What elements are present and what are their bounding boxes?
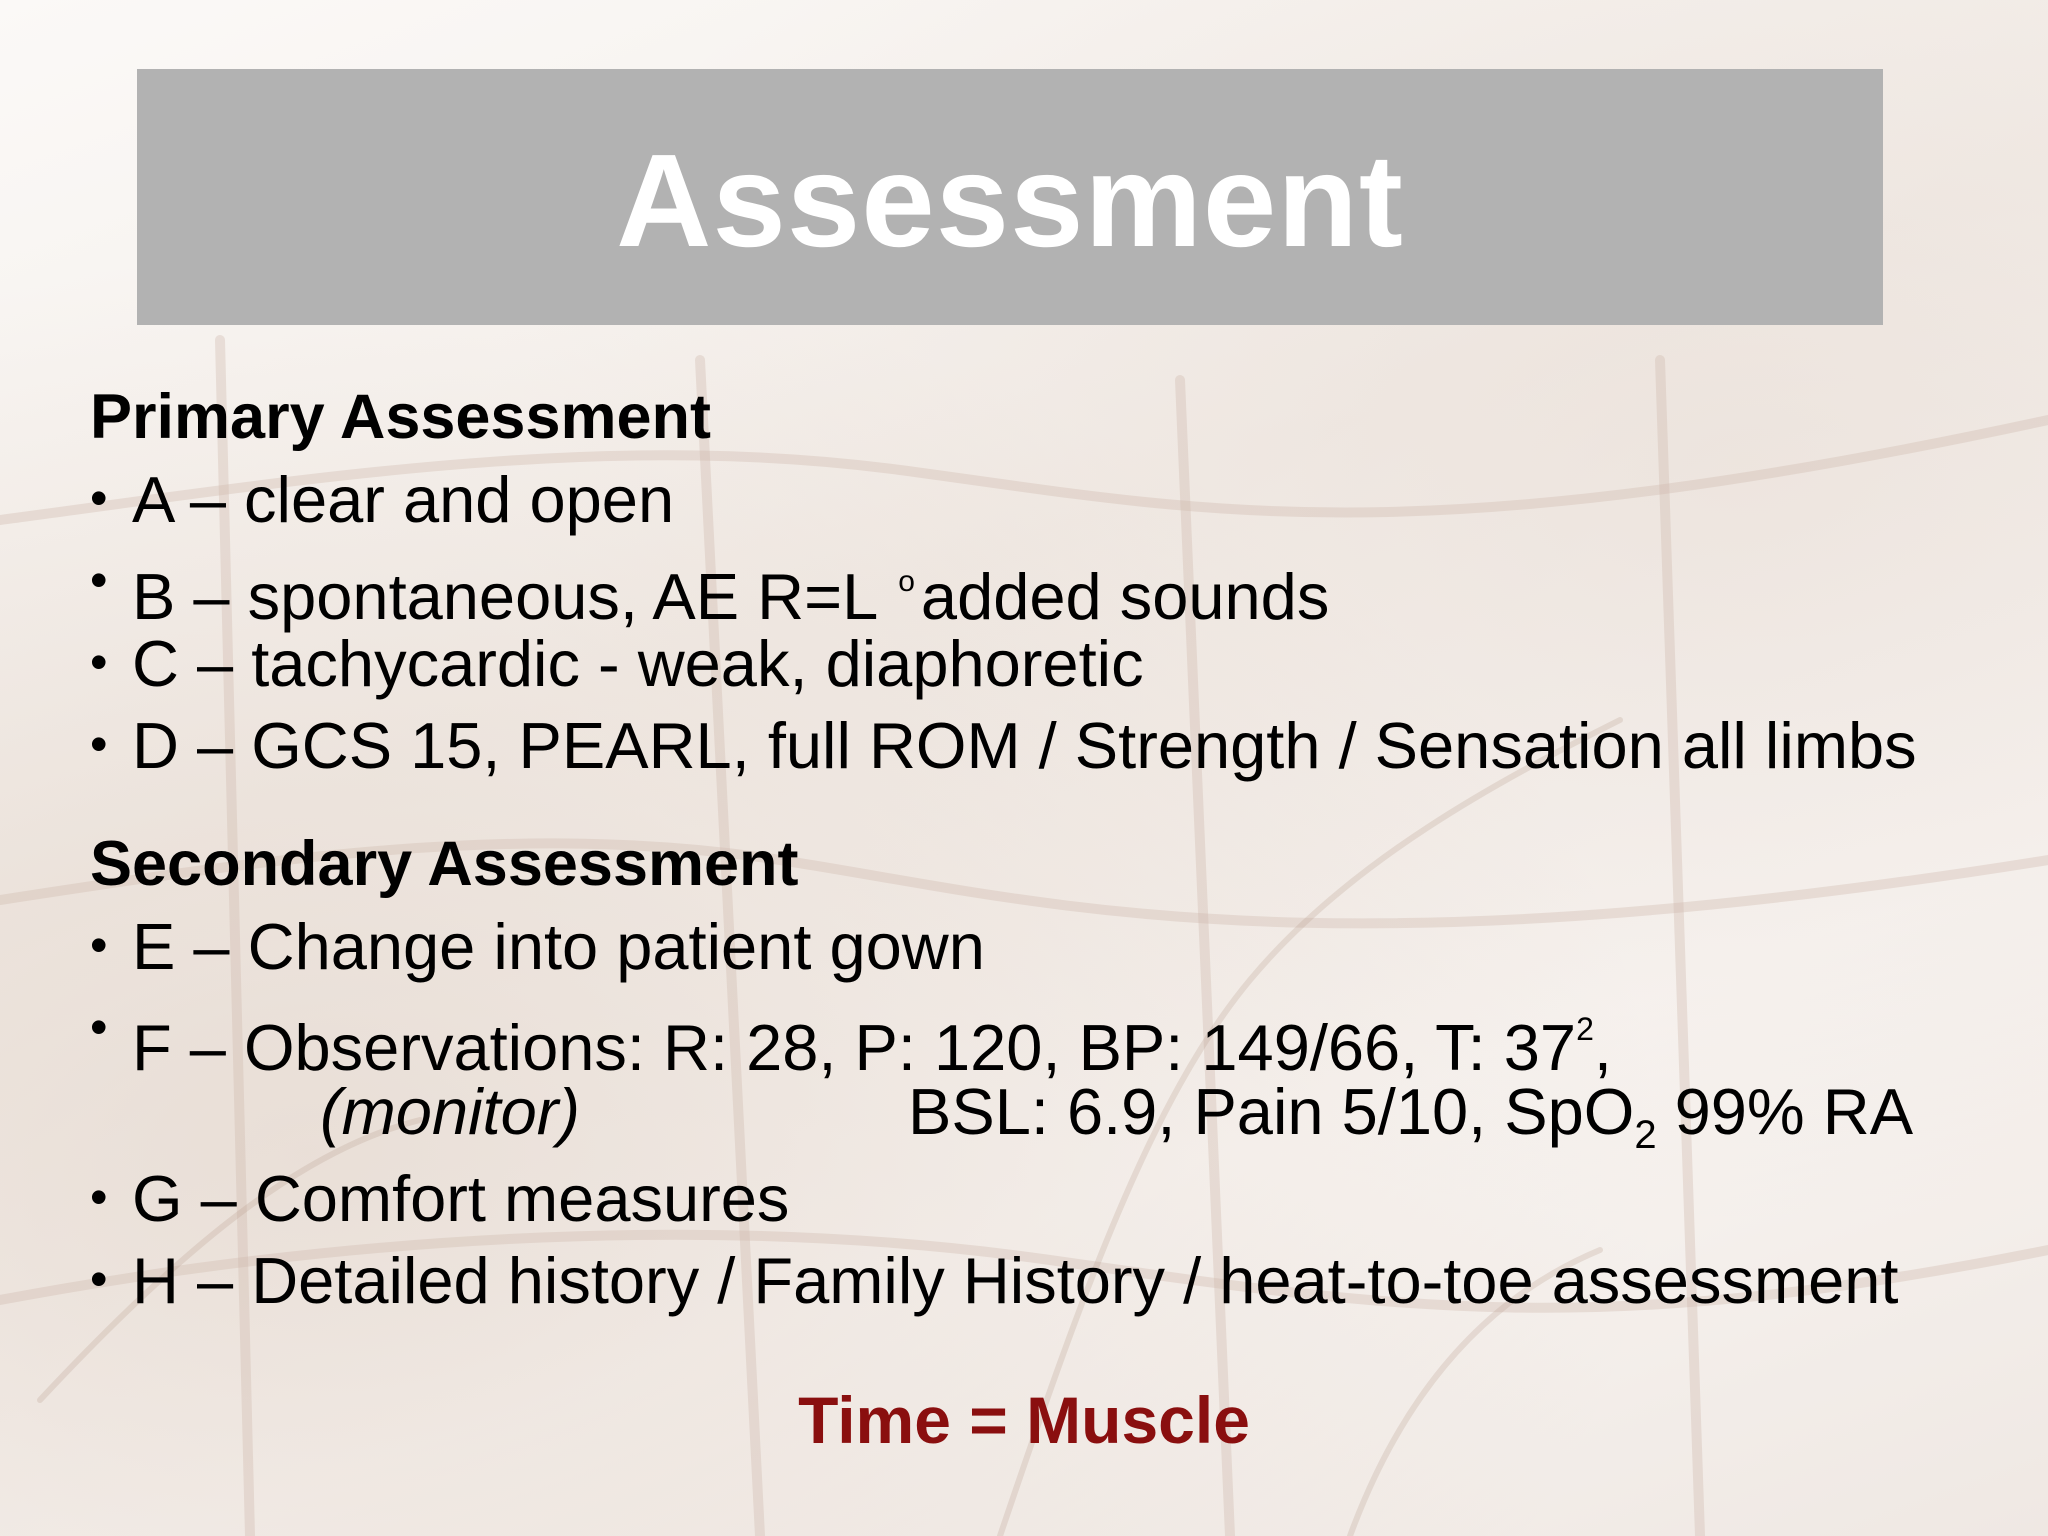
- primary-item-b: [90, 541, 2040, 633]
- bullet: •: [90, 470, 108, 526]
- item-text: A – clear and open: [132, 463, 675, 536]
- primary-item-a: [90, 459, 2040, 541]
- item-text: G – Comfort measures: [132, 1162, 790, 1235]
- item-superscript: o: [898, 565, 915, 598]
- secondary-item-h: [90, 1240, 2040, 1322]
- bullet: •: [90, 999, 108, 1055]
- footer-tagline: Time = Muscle: [798, 1383, 1250, 1457]
- bullet: •: [90, 634, 108, 690]
- slide-content: [90, 375, 2040, 1322]
- item-text-end: ,: [1593, 1011, 1612, 1084]
- spo2-subscript: 2: [1634, 1113, 1657, 1157]
- item-text: C – tachycardic - weak, diaphoretic: [132, 627, 1144, 700]
- item-text: E – Change into patient gown: [132, 910, 985, 983]
- title-bar: [137, 69, 1883, 325]
- secondary-item-e: [90, 906, 2040, 988]
- item-text: D – GCS 15, PEARL, full ROM / Strength / Sensation all limbs: [132, 709, 1917, 782]
- primary-item-d: [90, 705, 2040, 787]
- observations-second-line: [90, 1070, 2040, 1157]
- primary-item-c: [90, 623, 2040, 705]
- item-text: F – Observations: R: 28, P: 120, BP: 149/66, T: 37: [132, 1011, 1577, 1084]
- bullet: •: [90, 716, 108, 772]
- bullet: •: [90, 917, 108, 973]
- bullet: •: [90, 552, 108, 608]
- monitor-note: (monitor): [320, 1075, 581, 1148]
- secondary-item-f: [90, 988, 2040, 1084]
- section-spacer: [90, 787, 2040, 822]
- secondary-assessment-heading: Secondary Assessment: [90, 829, 799, 899]
- temperature-superscript: 2: [1576, 1011, 1594, 1047]
- item-text: B – spontaneous, AE R=L: [132, 560, 879, 633]
- bsl-text: BSL: 6.9, Pain 5/10, SpO: [908, 1075, 1635, 1148]
- secondary-item-g: [90, 1158, 2040, 1240]
- item-text-continued: added sounds: [920, 560, 1330, 633]
- ra-text: 99% RA: [1656, 1075, 1914, 1148]
- primary-assessment-heading: Primary Assessment: [90, 382, 712, 452]
- item-text: H – Detailed history / Family History / heat-to-toe assessment: [132, 1244, 1899, 1317]
- bullet: •: [90, 1169, 108, 1225]
- slide-title: Assessment: [616, 127, 1404, 274]
- bullet: •: [90, 1251, 108, 1307]
